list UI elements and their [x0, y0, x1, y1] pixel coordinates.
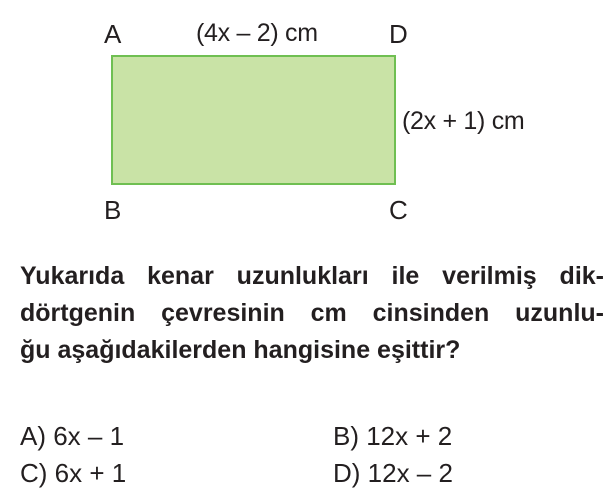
question-line-3: ğu aşağıdakilerden hangisine eşittir?: [20, 336, 461, 364]
vertex-label-b: B: [104, 195, 122, 225]
vertex-label-d: D: [389, 19, 408, 49]
rectangle-figure: [0, 0, 614, 230]
right-side-length-label: (2x + 1) cm: [402, 107, 525, 135]
option-a[interactable]: A) 6x – 1: [20, 421, 125, 451]
rectangle-abcd: [111, 55, 396, 185]
option-c[interactable]: C) 6x + 1: [20, 458, 127, 488]
question-text: [20, 258, 604, 369]
option-d[interactable]: D) 12x – 2: [333, 458, 453, 488]
question-line-2: dörtgenin çevresinin cm cinsinden uzunlu-: [20, 299, 604, 327]
answer-options: [20, 420, 604, 496]
option-b[interactable]: B) 12x + 2: [333, 421, 453, 451]
vertex-label-a: A: [104, 19, 122, 49]
question-line-1: Yukarıda kenar uzunlukları ile verilmiş dik-: [20, 262, 604, 290]
top-side-length-label: (4x – 2) cm: [196, 19, 318, 47]
vertex-label-c: C: [389, 195, 408, 225]
